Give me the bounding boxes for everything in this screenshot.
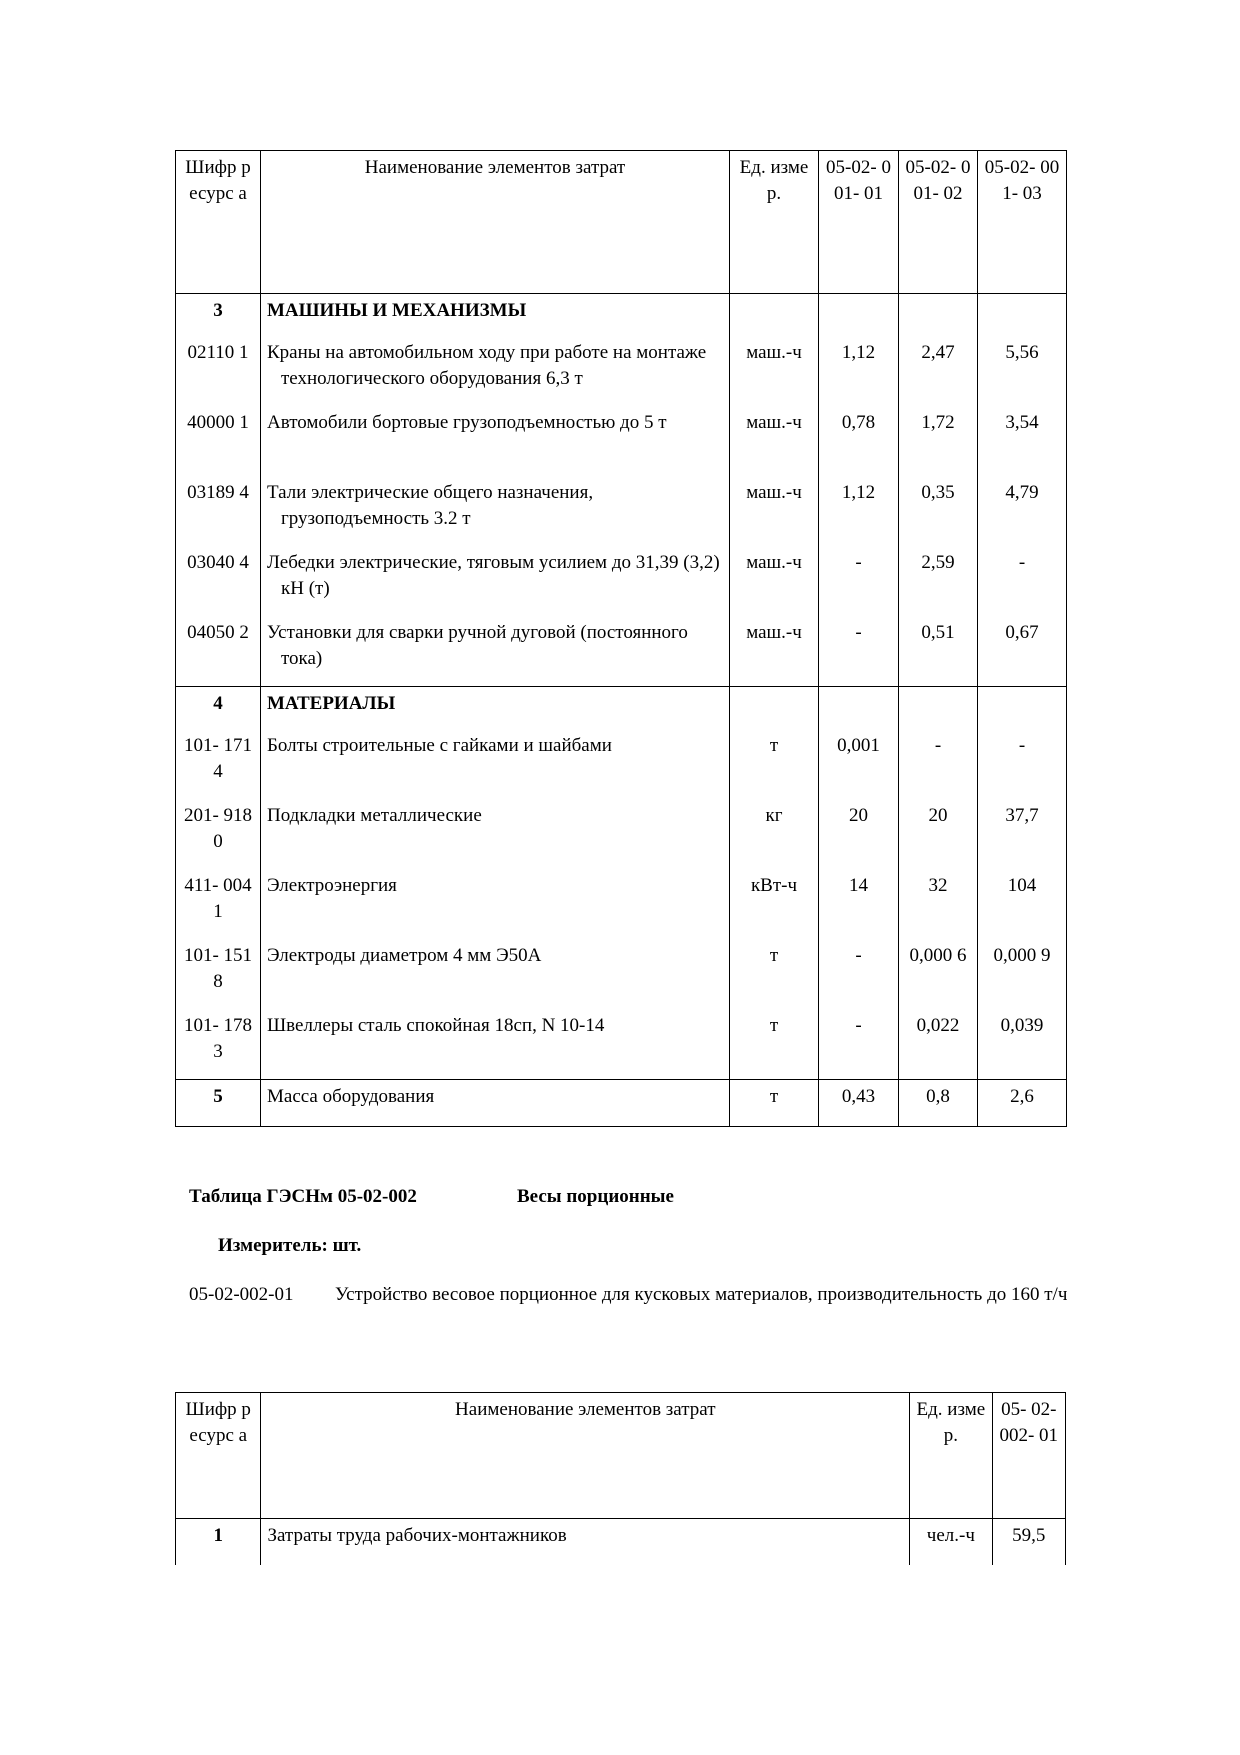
resource-name: Подкладки металлические xyxy=(267,805,482,826)
unit: т xyxy=(730,1080,819,1127)
resource-code: 101- 1714 xyxy=(176,729,261,799)
value-01: 1,12 xyxy=(819,476,899,546)
section-number: 4 xyxy=(176,687,261,730)
value-01: 0,001 xyxy=(819,729,899,799)
value-01: 0,78 xyxy=(819,406,899,476)
unit: маш.-ч xyxy=(730,616,819,687)
resource-name: Установки для сварки ручной дуговой (постоянного тока) xyxy=(267,622,688,669)
resource-name: Затраты труда рабочих-монтажников xyxy=(261,1519,910,1566)
resource-name: Краны на автомобильном ходу при работе на монтаже технологического оборудования 6,3 т xyxy=(267,342,707,389)
resource-name-cell xyxy=(261,546,730,616)
empty-cell xyxy=(978,294,1067,337)
header-name: Наименование элементов затрат xyxy=(261,1393,910,1519)
value-01: - xyxy=(819,1009,899,1080)
table-row xyxy=(176,476,1067,546)
empty-cell xyxy=(819,294,899,337)
empty-cell xyxy=(899,294,978,337)
unit: кг xyxy=(730,799,819,869)
resource-name-cell xyxy=(261,406,730,476)
value-01: 59,5 xyxy=(992,1519,1065,1566)
section-number: 5 xyxy=(176,1080,261,1127)
unit: маш.-ч xyxy=(730,336,819,406)
value-02: 0,022 xyxy=(899,1009,978,1080)
table-row xyxy=(176,616,1067,687)
value-03: 2,6 xyxy=(978,1080,1067,1127)
resource-code: 02110 1 xyxy=(176,336,261,406)
table-row xyxy=(176,1519,1066,1566)
value-01: 20 xyxy=(819,799,899,869)
table-row xyxy=(176,799,1067,869)
resource-name: Автомобили бортовые грузоподъемностью до 5 т xyxy=(267,412,667,433)
value-01: 1,12 xyxy=(819,336,899,406)
header-col-03: 05-02- 001- 03 xyxy=(978,151,1067,294)
table-row xyxy=(176,406,1067,476)
resource-code: 101- 1783 xyxy=(176,1009,261,1080)
value-03: 0,039 xyxy=(978,1009,1067,1080)
section-title: МАШИНЫ И МЕХАНИЗМЫ xyxy=(261,294,730,337)
value-02: 0,8 xyxy=(899,1080,978,1127)
resource-name-cell xyxy=(261,939,730,1009)
header-col-01: 05- 02- 002- 01 xyxy=(992,1393,1065,1519)
item-code: 05-02-002-01 xyxy=(189,1284,294,1305)
table-row xyxy=(176,1009,1067,1080)
value-01: - xyxy=(819,939,899,1009)
resource-code: 03040 4 xyxy=(176,546,261,616)
resource-name: Тали электрические общего назначения, грузоподъемность 3.2 т xyxy=(267,482,594,529)
table-title: Таблица ГЭСНм 05-02-002 xyxy=(189,1186,417,1207)
resource-code: 03189 4 xyxy=(176,476,261,546)
header-code: Шифр ресурс а xyxy=(176,151,261,294)
value-01: 0,43 xyxy=(819,1080,899,1127)
item-description: Устройство весовое порционное для кусковых материалов, производительность до 160 т/ч xyxy=(335,1284,1068,1305)
resource-table-05-02-002 xyxy=(175,1392,1066,1565)
table-header-row xyxy=(176,151,1067,294)
section-number: 1 xyxy=(176,1519,261,1566)
empty-cell xyxy=(899,687,978,730)
value-01: 14 xyxy=(819,869,899,939)
section-row-machines xyxy=(176,294,1067,337)
value-02: 1,72 xyxy=(899,406,978,476)
resource-name: Электроды диаметром 4 мм Э50А xyxy=(267,945,542,966)
resource-code: 101- 1518 xyxy=(176,939,261,1009)
unit: кВт-ч xyxy=(730,869,819,939)
value-03: 4,79 xyxy=(978,476,1067,546)
value-01: - xyxy=(819,546,899,616)
header-col-02: 05-02- 001- 02 xyxy=(899,151,978,294)
resource-table-05-02-001 xyxy=(175,150,1067,1127)
unit: маш.-ч xyxy=(730,476,819,546)
table-row xyxy=(176,729,1067,799)
header-unit: Ед. измер. xyxy=(910,1393,992,1519)
resource-code: 201- 9180 xyxy=(176,799,261,869)
resource-name-cell xyxy=(261,1009,730,1080)
section-title: МАТЕРИАЛЫ xyxy=(261,687,730,730)
resource-name: Лебедки электрические, тяговым усилием до 31,39 (3,2) кН (т) xyxy=(267,552,720,599)
value-03: 104 xyxy=(978,869,1067,939)
value-02: 0,000 6 xyxy=(899,939,978,1009)
value-03: 0,000 9 xyxy=(978,939,1067,1009)
value-01: - xyxy=(819,616,899,687)
resource-name: Масса оборудования xyxy=(261,1080,730,1127)
resource-name-cell xyxy=(261,336,730,406)
resource-code: 411- 0041 xyxy=(176,869,261,939)
empty-cell xyxy=(819,687,899,730)
resource-name-cell xyxy=(261,476,730,546)
resource-name-cell xyxy=(261,799,730,869)
value-03: - xyxy=(978,546,1067,616)
resource-name: Электроэнергия xyxy=(267,875,397,896)
table-row xyxy=(176,546,1067,616)
unit: т xyxy=(730,939,819,1009)
resource-code: 40000 1 xyxy=(176,406,261,476)
value-02: 2,59 xyxy=(899,546,978,616)
resource-name-cell xyxy=(261,869,730,939)
resource-name-cell xyxy=(261,729,730,799)
value-03: - xyxy=(978,729,1067,799)
value-02: 0,35 xyxy=(899,476,978,546)
empty-cell xyxy=(730,687,819,730)
section-row-materials xyxy=(176,687,1067,730)
unit: т xyxy=(730,1009,819,1080)
table-row xyxy=(176,939,1067,1009)
table-row xyxy=(176,869,1067,939)
value-03: 5,56 xyxy=(978,336,1067,406)
value-03: 0,67 xyxy=(978,616,1067,687)
equipment-mass-row xyxy=(176,1080,1067,1127)
unit: маш.-ч xyxy=(730,406,819,476)
header-col-01: 05-02- 001- 01 xyxy=(819,151,899,294)
value-02: 32 xyxy=(899,869,978,939)
unit: чел.-ч xyxy=(910,1519,992,1566)
value-02: 0,51 xyxy=(899,616,978,687)
value-03: 37,7 xyxy=(978,799,1067,869)
unit: т xyxy=(730,729,819,799)
unit: маш.-ч xyxy=(730,546,819,616)
meter-label: Измеритель: шт. xyxy=(218,1235,362,1256)
section-number: 3 xyxy=(176,294,261,337)
table-row xyxy=(176,336,1067,406)
header-name: Наименование элементов затрат xyxy=(261,151,730,294)
value-02: 2,47 xyxy=(899,336,978,406)
table-header-row xyxy=(176,1393,1066,1519)
value-02: - xyxy=(899,729,978,799)
header-unit: Ед. измер. xyxy=(730,151,819,294)
table-subject: Весы порционные xyxy=(517,1186,674,1207)
empty-cell xyxy=(730,294,819,337)
resource-name-cell xyxy=(261,616,730,687)
resource-code: 04050 2 xyxy=(176,616,261,687)
empty-cell xyxy=(978,687,1067,730)
resource-name: Швеллеры сталь спокойная 18сп, N 10-14 xyxy=(267,1015,605,1036)
value-02: 20 xyxy=(899,799,978,869)
header-code: Шифр ресурс а xyxy=(176,1393,261,1519)
resource-name: Болты строительные с гайками и шайбами xyxy=(267,735,612,756)
value-03: 3,54 xyxy=(978,406,1067,476)
